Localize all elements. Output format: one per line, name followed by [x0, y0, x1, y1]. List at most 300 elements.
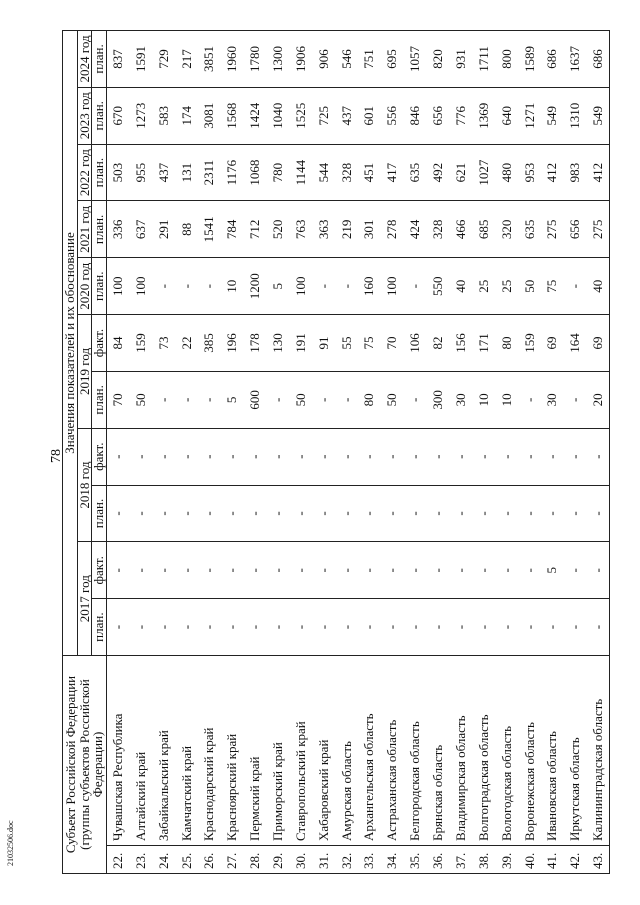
value-cell: 131 — [175, 144, 198, 201]
value-cell: - — [312, 542, 335, 599]
value-cell: 466 — [449, 201, 472, 258]
value-cell: - — [426, 542, 449, 599]
value-cell: 130 — [266, 315, 289, 372]
value-cell: 846 — [404, 87, 427, 144]
value-cell: - — [221, 599, 244, 656]
value-cell: 160 — [358, 258, 381, 315]
value-cell: - — [244, 485, 267, 542]
value-cell: 437 — [335, 87, 358, 144]
value-cell: - — [175, 258, 198, 315]
region-name: Брянская область — [426, 656, 449, 846]
value-cell: - — [518, 542, 541, 599]
value-cell: 712 — [244, 201, 267, 258]
value-cell: - — [586, 485, 609, 542]
value-cell: - — [106, 599, 129, 656]
row-number: 39. — [495, 846, 518, 874]
value-cell: 480 — [495, 144, 518, 201]
value-cell: - — [404, 428, 427, 485]
value-cell: 635 — [404, 144, 427, 201]
value-cell: 953 — [518, 144, 541, 201]
value-cell: 412 — [586, 144, 609, 201]
value-cell: 686 — [586, 31, 609, 88]
region-name: Камчатский край — [175, 656, 198, 846]
value-cell: - — [175, 428, 198, 485]
value-cell: 635 — [518, 201, 541, 258]
value-cell: 196 — [221, 315, 244, 372]
value-cell: - — [129, 599, 152, 656]
year-header: 2020 год — [77, 258, 92, 315]
value-cell: 75 — [541, 258, 564, 315]
value-cell: 73 — [152, 315, 175, 372]
value-cell: - — [175, 485, 198, 542]
value-cell: 800 — [495, 31, 518, 88]
value-cell: - — [312, 485, 335, 542]
value-cell: - — [198, 599, 221, 656]
plan-header: план. — [92, 87, 107, 144]
value-cell: - — [586, 599, 609, 656]
value-cell: 601 — [358, 87, 381, 144]
value-cell: - — [564, 371, 587, 428]
row-number: 25. — [175, 846, 198, 874]
value-cell: 275 — [541, 201, 564, 258]
value-cell: - — [426, 485, 449, 542]
value-cell: 159 — [129, 315, 152, 372]
region-name: Забайкальский край — [152, 656, 175, 846]
value-cell: 100 — [289, 258, 312, 315]
subject-header: Субъект Российской Федерации (группы субъектов Российской Федерации) — [63, 656, 107, 874]
region-name: Приморский край — [266, 656, 289, 846]
table-row — [244, 31, 267, 874]
value-cell: 1271 — [518, 87, 541, 144]
value-cell: - — [495, 485, 518, 542]
value-cell: 1057 — [404, 31, 427, 88]
plan-header: план. — [92, 31, 107, 88]
value-cell: 30 — [449, 371, 472, 428]
values-group-header: Значения показателей и их обоснование — [63, 31, 78, 656]
value-cell: - — [358, 428, 381, 485]
value-cell: 417 — [381, 144, 404, 201]
value-cell: - — [495, 599, 518, 656]
value-cell: 640 — [495, 87, 518, 144]
value-cell: 1068 — [244, 144, 267, 201]
value-cell: 1273 — [129, 87, 152, 144]
value-cell: 776 — [449, 87, 472, 144]
document-code: 21032506.doc — [6, 820, 15, 866]
value-cell: 40 — [586, 258, 609, 315]
fact-header: факт. — [92, 542, 107, 599]
value-cell: - — [449, 428, 472, 485]
region-name: Белгородская область — [404, 656, 427, 846]
row-number: 42. — [564, 846, 587, 874]
value-cell: 50 — [129, 371, 152, 428]
region-name: Владимирская область — [449, 656, 472, 846]
value-cell: 637 — [129, 201, 152, 258]
table-row — [449, 31, 472, 874]
value-cell: - — [564, 485, 587, 542]
value-cell: 174 — [175, 87, 198, 144]
value-cell: - — [106, 485, 129, 542]
plan-header: план. — [92, 201, 107, 258]
table-row — [495, 31, 518, 874]
value-cell: - — [404, 258, 427, 315]
row-number: 23. — [129, 846, 152, 874]
value-cell: - — [335, 599, 358, 656]
value-cell: 5 — [541, 542, 564, 599]
value-cell: 1300 — [266, 31, 289, 88]
value-cell: 275 — [586, 201, 609, 258]
value-cell: - — [152, 485, 175, 542]
value-cell: - — [129, 485, 152, 542]
value-cell: 5 — [266, 258, 289, 315]
row-number: 27. — [221, 846, 244, 874]
value-cell: - — [198, 428, 221, 485]
value-cell: 503 — [106, 144, 129, 201]
value-cell: 1040 — [266, 87, 289, 144]
value-cell: - — [198, 371, 221, 428]
plan-header: план. — [92, 144, 107, 201]
value-cell: 1637 — [564, 31, 587, 88]
table-row — [129, 31, 152, 874]
row-number: 35. — [404, 846, 427, 874]
region-name: Калининградская область — [586, 656, 609, 846]
value-cell: 1568 — [221, 87, 244, 144]
value-cell: 820 — [426, 31, 449, 88]
table-row — [266, 31, 289, 874]
value-cell: 328 — [335, 144, 358, 201]
value-cell: 1200 — [244, 258, 267, 315]
fact-header: факт. — [92, 428, 107, 485]
value-cell: 84 — [106, 315, 129, 372]
value-cell: 22 — [175, 315, 198, 372]
table-body — [106, 31, 609, 874]
value-cell: - — [564, 428, 587, 485]
value-cell: 546 — [335, 31, 358, 88]
region-name: Иркутская область — [564, 656, 587, 846]
value-cell: - — [335, 371, 358, 428]
region-name: Вологодская область — [495, 656, 518, 846]
value-cell: 412 — [541, 144, 564, 201]
value-cell: - — [449, 599, 472, 656]
value-cell: - — [541, 485, 564, 542]
table-row — [381, 31, 404, 874]
table-row — [152, 31, 175, 874]
value-cell: - — [289, 599, 312, 656]
value-cell: 780 — [266, 144, 289, 201]
value-cell: - — [358, 599, 381, 656]
value-cell: 751 — [358, 31, 381, 88]
value-cell: - — [312, 371, 335, 428]
table-row — [586, 31, 609, 874]
value-cell: 328 — [426, 201, 449, 258]
value-cell: - — [495, 542, 518, 599]
region-name: Алтайский край — [129, 656, 152, 846]
value-cell: 336 — [106, 201, 129, 258]
value-cell: 25 — [472, 258, 495, 315]
value-cell: - — [586, 542, 609, 599]
value-cell: 291 — [152, 201, 175, 258]
table-row — [426, 31, 449, 874]
value-cell: - — [129, 428, 152, 485]
value-cell: - — [449, 485, 472, 542]
row-number: 30. — [289, 846, 312, 874]
value-cell: - — [266, 599, 289, 656]
value-cell: 729 — [152, 31, 175, 88]
value-cell: 70 — [381, 315, 404, 372]
value-cell: 164 — [564, 315, 587, 372]
row-number: 34. — [381, 846, 404, 874]
value-cell: - — [198, 258, 221, 315]
value-cell: 40 — [449, 258, 472, 315]
year-header: 2017 год — [77, 542, 92, 656]
region-name: Ивановская область — [541, 656, 564, 846]
value-cell: - — [244, 428, 267, 485]
value-cell: 1906 — [289, 31, 312, 88]
value-cell: - — [152, 599, 175, 656]
value-cell: - — [244, 542, 267, 599]
value-cell: - — [381, 485, 404, 542]
value-cell: - — [266, 485, 289, 542]
region-name: Астраханская область — [381, 656, 404, 846]
year-header: 2024 год — [77, 31, 92, 88]
value-cell: 91 — [312, 315, 335, 372]
plan-header: план. — [92, 485, 107, 542]
value-cell: 69 — [541, 315, 564, 372]
row-number: 41. — [541, 846, 564, 874]
rotated-table-wrapper — [62, 30, 610, 874]
value-cell: 363 — [312, 201, 335, 258]
value-cell: 725 — [312, 87, 335, 144]
value-cell: 583 — [152, 87, 175, 144]
row-number: 24. — [152, 846, 175, 874]
value-cell: - — [129, 542, 152, 599]
value-cell: 763 — [289, 201, 312, 258]
region-name: Воронежская область — [518, 656, 541, 846]
value-cell: - — [335, 428, 358, 485]
value-cell: 219 — [335, 201, 358, 258]
value-cell: 621 — [449, 144, 472, 201]
value-cell: - — [244, 599, 267, 656]
value-cell: 178 — [244, 315, 267, 372]
value-cell: 931 — [449, 31, 472, 88]
value-cell: - — [564, 599, 587, 656]
value-cell: - — [404, 485, 427, 542]
value-cell: - — [472, 485, 495, 542]
value-cell: 300 — [426, 371, 449, 428]
value-cell: 784 — [221, 201, 244, 258]
value-cell: 106 — [404, 315, 427, 372]
value-cell: - — [266, 371, 289, 428]
value-cell: - — [472, 599, 495, 656]
value-cell: - — [152, 258, 175, 315]
row-number: 36. — [426, 846, 449, 874]
value-cell: - — [495, 428, 518, 485]
value-cell: 544 — [312, 144, 335, 201]
value-cell: - — [152, 542, 175, 599]
value-cell: 1591 — [129, 31, 152, 88]
value-cell: 549 — [586, 87, 609, 144]
value-cell: - — [175, 599, 198, 656]
value-cell: 983 — [564, 144, 587, 201]
value-cell: 549 — [541, 87, 564, 144]
value-cell: 2311 — [198, 144, 221, 201]
value-cell: 191 — [289, 315, 312, 372]
table-row — [541, 31, 564, 874]
value-cell: 1424 — [244, 87, 267, 144]
region-name: Волгоградская область — [472, 656, 495, 846]
value-cell: - — [312, 599, 335, 656]
value-cell: - — [564, 542, 587, 599]
value-cell: 10 — [221, 258, 244, 315]
value-cell: - — [586, 428, 609, 485]
row-number: 29. — [266, 846, 289, 874]
table-row — [564, 31, 587, 874]
row-number: 38. — [472, 846, 495, 874]
value-cell: 50 — [289, 371, 312, 428]
value-cell: - — [426, 428, 449, 485]
region-name: Ставропольский край — [289, 656, 312, 846]
value-cell: 1310 — [564, 87, 587, 144]
value-cell: - — [266, 542, 289, 599]
table-row — [198, 31, 221, 874]
value-cell: - — [404, 599, 427, 656]
value-cell: - — [152, 428, 175, 485]
value-cell: - — [358, 485, 381, 542]
value-cell: 1525 — [289, 87, 312, 144]
year-header: 2023 год — [77, 87, 92, 144]
value-cell: 837 — [106, 31, 129, 88]
row-number: 31. — [312, 846, 335, 874]
value-cell: 10 — [472, 371, 495, 428]
page-number: 78 — [49, 449, 64, 463]
value-cell: - — [358, 542, 381, 599]
value-cell: - — [381, 599, 404, 656]
value-cell: 3851 — [198, 31, 221, 88]
year-header: 2018 год — [77, 428, 92, 542]
value-cell: 955 — [129, 144, 152, 201]
value-cell: - — [152, 371, 175, 428]
value-cell: 100 — [381, 258, 404, 315]
value-cell: - — [175, 542, 198, 599]
indicators-table — [62, 30, 610, 874]
value-cell: 686 — [541, 31, 564, 88]
value-cell: 385 — [198, 315, 221, 372]
value-cell: 685 — [472, 201, 495, 258]
value-cell: - — [472, 428, 495, 485]
value-cell: 1144 — [289, 144, 312, 201]
value-cell: 100 — [106, 258, 129, 315]
value-cell: - — [541, 599, 564, 656]
value-cell: - — [106, 428, 129, 485]
value-cell: - — [335, 258, 358, 315]
value-cell: - — [221, 428, 244, 485]
year-header: 2022 год — [77, 144, 92, 201]
value-cell: 670 — [106, 87, 129, 144]
fact-header: факт. — [92, 315, 107, 372]
value-cell: 451 — [358, 144, 381, 201]
table-row — [404, 31, 427, 874]
value-cell: 100 — [129, 258, 152, 315]
row-number: 33. — [358, 846, 381, 874]
value-cell: 424 — [404, 201, 427, 258]
value-cell: 10 — [495, 371, 518, 428]
value-cell: 320 — [495, 201, 518, 258]
plan-header: план. — [92, 599, 107, 656]
value-cell: 5 — [221, 371, 244, 428]
value-cell: - — [518, 599, 541, 656]
value-cell: 301 — [358, 201, 381, 258]
value-cell: 278 — [381, 201, 404, 258]
value-cell: 1541 — [198, 201, 221, 258]
year-header: 2019 год — [77, 315, 92, 429]
value-cell: - — [381, 542, 404, 599]
value-cell: - — [289, 485, 312, 542]
value-cell: 1780 — [244, 31, 267, 88]
value-cell: - — [106, 542, 129, 599]
row-number: 40. — [518, 846, 541, 874]
value-cell: - — [198, 542, 221, 599]
value-cell: - — [518, 371, 541, 428]
row-number: 43. — [586, 846, 609, 874]
value-cell: 217 — [175, 31, 198, 88]
value-cell: 159 — [518, 315, 541, 372]
table-row — [106, 31, 129, 874]
value-cell: - — [518, 485, 541, 542]
value-cell: 1369 — [472, 87, 495, 144]
region-name: Красноярский край — [221, 656, 244, 846]
value-cell: 25 — [495, 258, 518, 315]
value-cell: 75 — [358, 315, 381, 372]
value-cell: - — [221, 542, 244, 599]
value-cell: 20 — [586, 371, 609, 428]
region-name: Архангельская область — [358, 656, 381, 846]
value-cell: 3081 — [198, 87, 221, 144]
row-number: 37. — [449, 846, 472, 874]
value-cell: 55 — [335, 315, 358, 372]
row-number: 22. — [106, 846, 129, 874]
value-cell: - — [541, 428, 564, 485]
value-cell: - — [404, 542, 427, 599]
table-row — [312, 31, 335, 874]
value-cell: 1960 — [221, 31, 244, 88]
region-name: Хабаровский край — [312, 656, 335, 846]
region-name: Амурская область — [335, 656, 358, 846]
table-row — [472, 31, 495, 874]
value-cell: - — [472, 542, 495, 599]
value-cell: 30 — [541, 371, 564, 428]
value-cell: - — [312, 428, 335, 485]
value-cell: 1027 — [472, 144, 495, 201]
table-row — [358, 31, 381, 874]
value-cell: 656 — [426, 87, 449, 144]
value-cell: 492 — [426, 144, 449, 201]
value-cell: 80 — [495, 315, 518, 372]
row-number: 32. — [335, 846, 358, 874]
value-cell: 69 — [586, 315, 609, 372]
value-cell: - — [381, 428, 404, 485]
table-row — [518, 31, 541, 874]
plan-header: план. — [92, 258, 107, 315]
row-number: 26. — [198, 846, 221, 874]
value-cell: 1176 — [221, 144, 244, 201]
table-row — [289, 31, 312, 874]
value-cell: 695 — [381, 31, 404, 88]
table-row — [175, 31, 198, 874]
value-cell: 1711 — [472, 31, 495, 88]
value-cell: 556 — [381, 87, 404, 144]
value-cell: 520 — [266, 201, 289, 258]
value-cell: 50 — [518, 258, 541, 315]
value-cell: 906 — [312, 31, 335, 88]
